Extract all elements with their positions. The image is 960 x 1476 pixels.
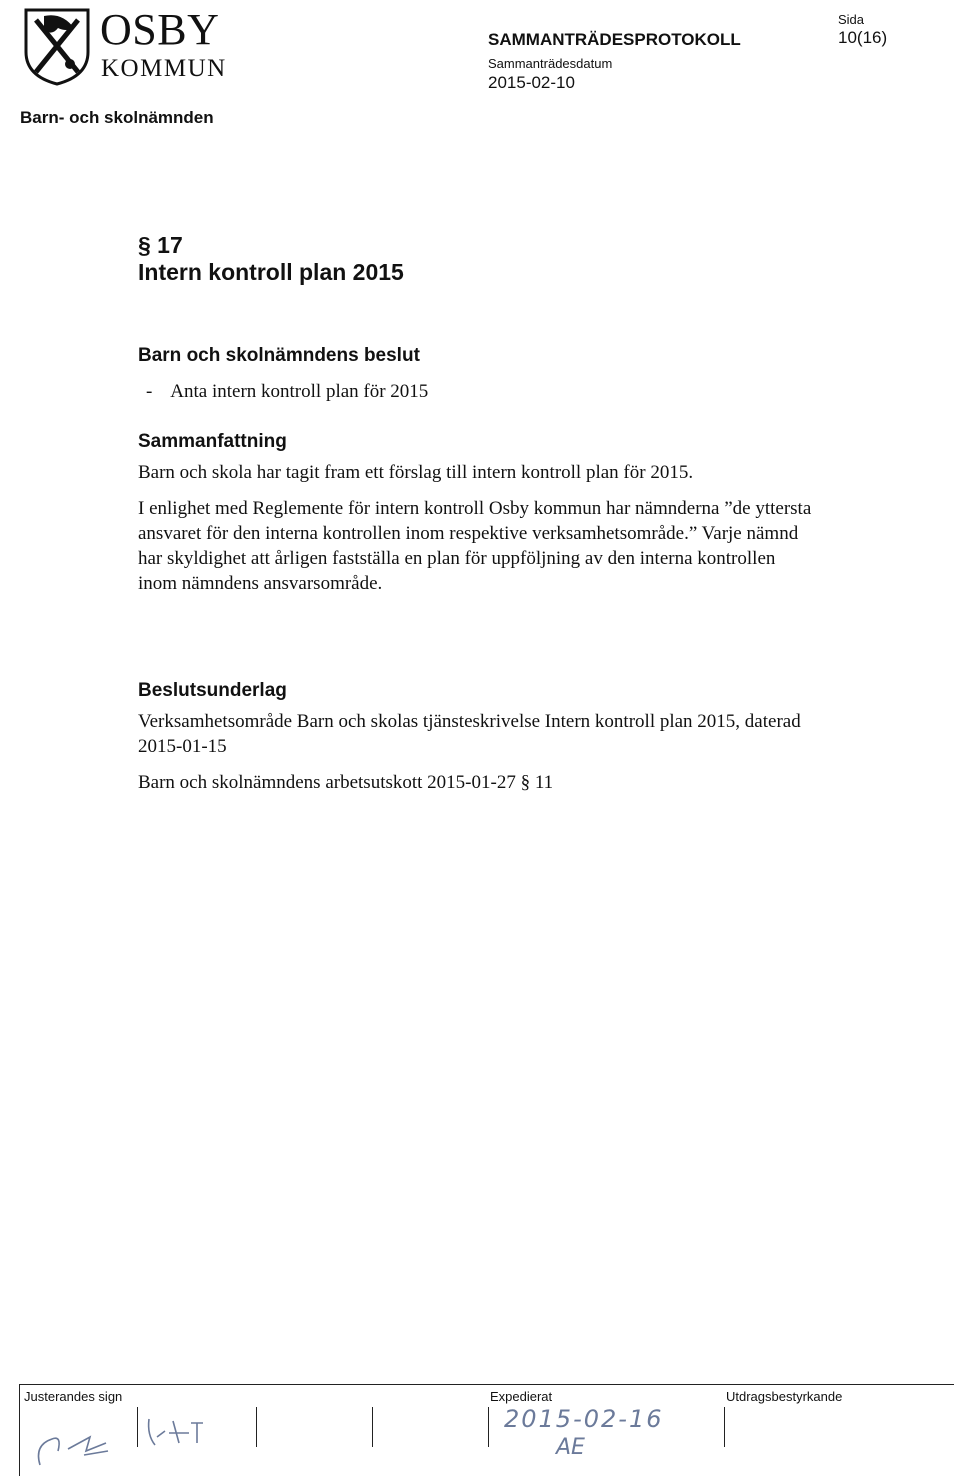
meeting-date-value: 2015-02-10: [488, 73, 575, 92]
signature-divider: [372, 1407, 373, 1447]
page-number: 10(16): [838, 28, 888, 47]
paragraph-number: § 17: [138, 232, 183, 258]
summary-paragraph: Barn och skola har tagit fram ett förslag till intern kontroll plan för 2015.: [138, 462, 694, 483]
expedierat-label: Expedierat: [490, 1389, 553, 1404]
basis-paragraph: Verksamhetsområde Barn och skolas tjänsteskrivelse Intern kontroll plan 2015, daterad 2015-01-15: [138, 711, 801, 757]
page-label: Sida: [838, 12, 865, 27]
committee-name: Barn- och skolnämnden: [20, 108, 214, 127]
signature-divider: [724, 1407, 725, 1447]
basis-heading: Beslutsunderlag: [138, 680, 287, 701]
decision-heading: Barn och skolnämndens beslut: [138, 345, 420, 366]
paragraph-title: Intern kontroll plan 2015: [138, 259, 404, 285]
summary-paragraph: I enlighet med Reglemente för intern kontroll Osby kommun har nämnderna ”de yttersta ansvaret för den interna kontrollen inom respektive verksamhetsområde.” Varje nämnd har skyldighet att årligen fastställa en plan för uppföljning av den interna kontrollen inom nämndens ansvarsområde.: [138, 498, 812, 594]
meeting-date-label: Sammanträdesdatum: [488, 56, 613, 71]
handwritten-dispatch-initials: AE: [556, 1435, 585, 1460]
signature-divider: [137, 1407, 138, 1447]
decision-item: - Anta intern kontroll plan för 2015: [146, 381, 429, 402]
org-subtitle: KOMMUN: [101, 55, 227, 82]
coat-of-arms-logo-icon: [22, 6, 92, 86]
document-type: SAMMANTRÄDESPROTOKOLL: [488, 30, 741, 49]
utdragsbestyrkande-label: Utdragsbestyrkande: [726, 1389, 843, 1404]
signature-divider: [256, 1407, 257, 1447]
summary-heading: Sammanfattning: [138, 431, 287, 452]
basis-paragraph: Barn och skolnämndens arbetsutskott 2015-01-27 § 11: [138, 772, 554, 793]
handwritten-signature-icon: [28, 1411, 128, 1472]
handwritten-dispatch-date: 2015-02-16: [504, 1405, 664, 1433]
org-name: OSBY: [100, 5, 220, 54]
signature-divider: [488, 1407, 489, 1447]
justerandes-sign-label: Justerandes sign: [24, 1389, 123, 1404]
handwritten-initials-icon: [143, 1411, 233, 1456]
signature-footer: [19, 1384, 954, 1476]
